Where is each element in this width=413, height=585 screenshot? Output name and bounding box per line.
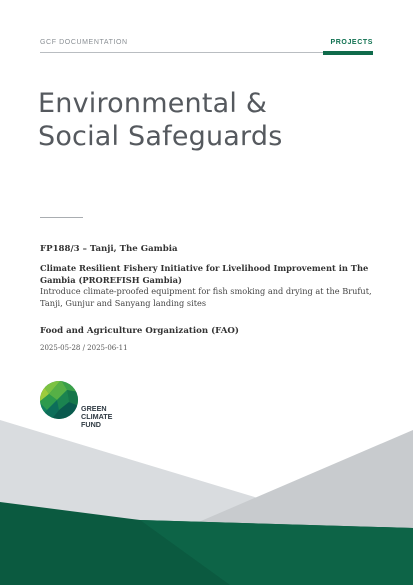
logo-word-climate: CLIMATE [81,412,113,421]
project-description: Introduce climate-proofed equipment for fish smoking and drying at the Brufut, Tanji, Gunjur and Sanyang landing sites [40,286,372,308]
document-title-line-2: Social Safeguards [38,121,283,152]
document-title [38,87,282,153]
header-left-label: GCF DOCUMENTATION [40,39,128,46]
green-climate-fund-globe-icon [39,380,79,420]
decorative-footer-band [0,420,413,585]
project-code: FP188/3 – Tanji, The Gambia [40,244,178,254]
project-name: Climate Resilient Fishery Initiative for Livelihood Improvement in The Gambia (PROREFISH Gambia) [40,263,369,285]
title-divider [40,217,83,218]
header-rule-accent [323,51,373,55]
organization-name: Food and Agriculture Organization (FAO) [40,326,239,336]
disclosure-dates: 2025-05-28 / 2025-06-11 [40,344,128,352]
logo-word-fund: FUND [81,420,101,429]
logo-word-green: GREEN [81,404,107,413]
document-title-line-1: Environmental & [38,88,268,119]
header-right-label: PROJECTS [330,39,373,46]
